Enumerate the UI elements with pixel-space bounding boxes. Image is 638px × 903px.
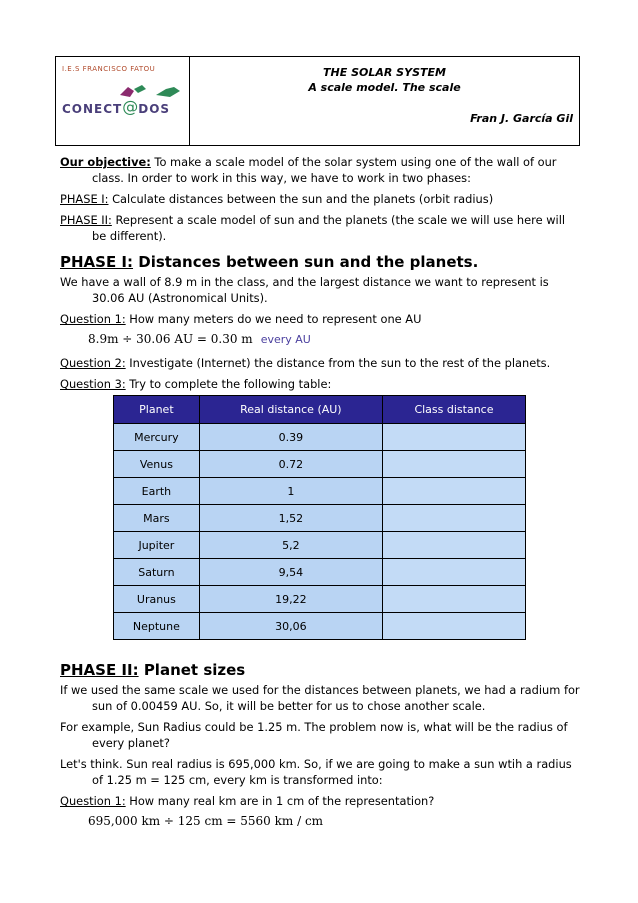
table-row	[114, 613, 526, 640]
phase2-question-1	[60, 793, 580, 809]
phase2-section	[60, 662, 580, 836]
real-distance-cell: 9,54	[199, 559, 382, 586]
document-title: THE SOLAR SYSTEM	[323, 66, 446, 79]
class-distance-cell[interactable]	[382, 451, 525, 478]
class-distance-cell[interactable]	[382, 532, 525, 559]
planet-name-cell: Mercury	[114, 424, 200, 451]
planet-name-cell: Venus	[114, 451, 200, 478]
phase2-summary-text: Represent a scale model of sun and the planets (the scale we will use here will be different).	[92, 213, 566, 243]
phase2-question-1-label: Question 1:	[60, 794, 126, 808]
phase1-question-2	[60, 355, 580, 371]
planet-name-cell: Earth	[114, 478, 200, 505]
class-distance-cell[interactable]	[382, 424, 525, 451]
real-distance-cell: 30,06	[199, 613, 382, 640]
phase1-summary-label: PHASE I:	[60, 192, 109, 206]
table-row	[114, 424, 526, 451]
table-row	[114, 505, 526, 532]
question-2-text: Investigate (Internet) the distance from the sun to the rest of the planets.	[125, 356, 551, 370]
class-distance-cell[interactable]	[382, 586, 525, 613]
real-distance-cell: 0.72	[199, 451, 382, 478]
class-distance-cell[interactable]	[382, 613, 525, 640]
conectados-logo	[62, 81, 183, 121]
phase2-heading	[60, 662, 580, 678]
column-header-planet: Planet	[114, 396, 200, 424]
question-3-label: Question 3:	[60, 377, 126, 391]
planet-name-cell: Mars	[114, 505, 200, 532]
planet-name-cell: Saturn	[114, 559, 200, 586]
title-cell	[190, 57, 579, 145]
document-header	[55, 56, 580, 146]
table-row	[114, 586, 526, 613]
phase2-summary-label: PHASE II:	[60, 213, 112, 227]
objective-label: Our objective:	[60, 155, 151, 169]
planet-name-cell: Jupiter	[114, 532, 200, 559]
question-2-label: Question 2:	[60, 356, 126, 370]
intro-section	[60, 154, 580, 397]
phase1-heading-label: PHASE I:	[60, 253, 134, 271]
table-header-row	[114, 396, 526, 424]
school-name: I.E.S FRANCISCO FATOU	[62, 65, 156, 73]
author-name: Fran J. García Gil	[470, 112, 573, 125]
table-row	[114, 451, 526, 478]
phase2-paragraph-2: For example, Sun Radius could be 1.25 m. The problem now is, what will be the radius of every planet?	[60, 720, 568, 750]
logo-text-right: DOS	[138, 102, 171, 116]
wall-paragraph: We have a wall of 8.9 m in the class, and the largest distance we want to represent is 30.06 AU (Astronomical Units).	[60, 275, 549, 305]
phase2-heading-text: Planet sizes	[138, 661, 246, 679]
phase1-heading-text: Distances between sun and the planets.	[133, 253, 479, 271]
logo-figure-icon	[116, 81, 186, 103]
objective-paragraph	[60, 154, 580, 186]
km-per-cm-formula: 695,000 km ÷ 125 cm = 5560 km / cm	[88, 814, 324, 828]
school-logo	[56, 57, 190, 145]
planet-name-cell: Neptune	[114, 613, 200, 640]
column-header-class-distance: Class distance	[382, 396, 525, 424]
phase1-heading	[60, 254, 580, 270]
column-header-real-distance: Real distance (AU)	[199, 396, 382, 424]
table-row	[114, 532, 526, 559]
question-1-text: How many meters do we need to represent one AU	[125, 312, 422, 326]
real-distance-cell: 1,52	[199, 505, 382, 532]
phase1-summary	[60, 191, 580, 207]
scale-formula	[60, 331, 580, 348]
class-distance-cell[interactable]	[382, 478, 525, 505]
question-1-label: Question 1:	[60, 312, 126, 326]
logo-at-symbol: @	[122, 96, 139, 116]
planet-distance-table	[113, 395, 526, 640]
phase1-summary-text: Calculate distances between the sun and the planets (orbit radius)	[108, 192, 494, 206]
question-3-text: Try to complete the following table:	[125, 377, 332, 391]
scale-formula-note: every AU	[260, 333, 311, 346]
real-distance-cell: 0.39	[199, 424, 382, 451]
document-subtitle: A scale model. The scale	[308, 81, 461, 94]
phase1-question-3	[60, 376, 580, 392]
scale-formula-expression: 8.9m ÷ 30.06 AU = 0.30 m	[88, 332, 253, 346]
phase2-paragraph-3: Let's think. Sun real radius is 695,000 km. So, if we are going to make a sun wtih a radius of 1.25 m = 125 cm, every km is transformed into:	[60, 757, 572, 787]
planet-name-cell: Uranus	[114, 586, 200, 613]
real-distance-cell: 19,22	[199, 586, 382, 613]
phase2-paragraph-1: If we used the same scale we used for the distances between planets, we had a radium for sun of 0.00459 AU. So, it will be better for us to chose another scale.	[60, 683, 580, 713]
phase1-question-1	[60, 311, 580, 327]
class-distance-cell[interactable]	[382, 505, 525, 532]
objective-text: To make a scale model of the solar system using one of the wall of our class. In order to work in this way, we have to work in two phases:	[92, 155, 557, 185]
phase2-summary	[60, 212, 580, 244]
class-distance-cell[interactable]	[382, 559, 525, 586]
table-row	[114, 478, 526, 505]
phase2-heading-label: PHASE II:	[60, 661, 139, 679]
real-distance-cell: 5,2	[199, 532, 382, 559]
real-distance-cell: 1	[199, 478, 382, 505]
logo-text-left: CONECT	[62, 102, 123, 116]
table-row	[114, 559, 526, 586]
phase2-question-1-text: How many real km are in 1 cm of the representation?	[125, 794, 435, 808]
